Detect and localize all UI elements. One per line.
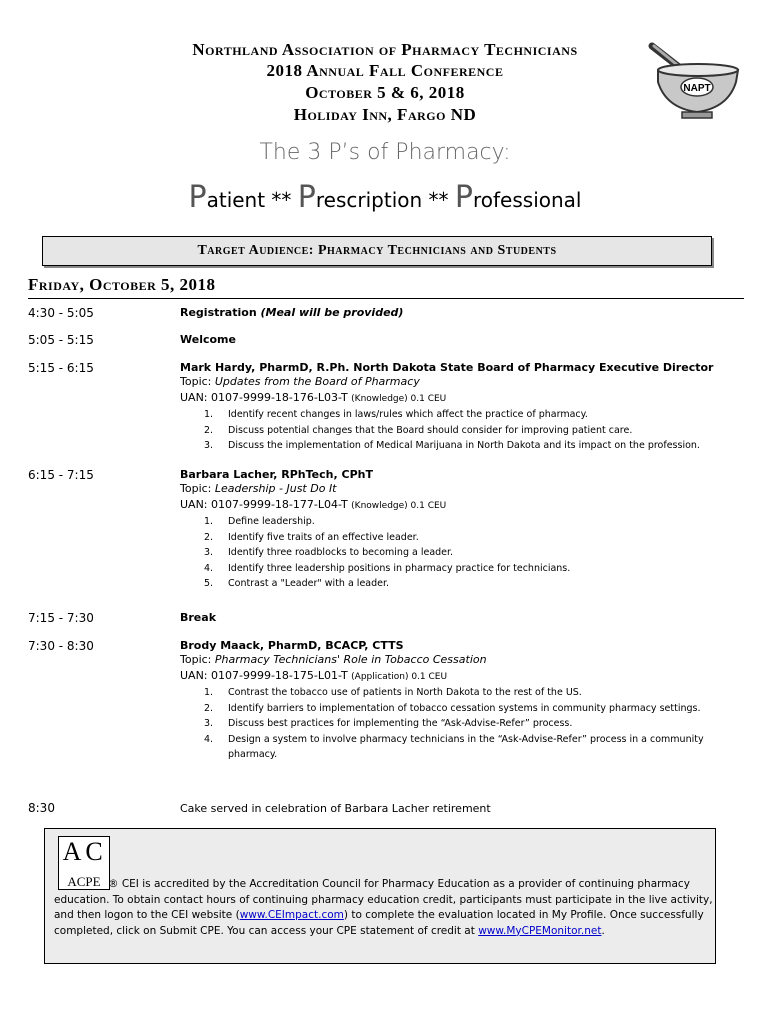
ce-text-part1: CEI is accredited by the Accreditation Council for Pharmacy Education as a provider of continuing pharmacy education. To obtain contact hours of continuing pharmacy education credit, participants must participate in the live activity, and then logon to the CEI website ( — [54, 878, 713, 922]
topic-text: Pharmacy Technicians' Role in Tobacco Cessation — [214, 653, 487, 666]
theme-p2: P — [297, 180, 316, 215]
svg-text:A: A — [62, 837, 82, 866]
acpe-logo-text: ACPE — [67, 874, 101, 889]
list-item: 4. Identify three leadership positions in pharmacy practice for technicians. — [204, 562, 571, 574]
uan-number: UAN: 0107-9999-18-176-L03-T — [180, 391, 352, 404]
schedule-time: 6:15 - 7:15 — [28, 468, 94, 482]
list-item: 5. Contrast a "Leader" with a leader. — [204, 578, 390, 589]
schedule-time: 5:15 - 6:15 — [28, 361, 94, 375]
ceimpact-link[interactable]: www.CEImpact.com — [239, 909, 344, 922]
topic-label: Topic: — [180, 482, 215, 495]
session-topic — [180, 374, 740, 390]
topic-text: Leadership - Just Do It — [214, 482, 337, 495]
schedule-entry — [180, 639, 740, 763]
target-audience-text: Target Audience: Pharmacy Technicians and Students — [197, 243, 557, 258]
session-title: Welcome — [180, 333, 236, 346]
topic-label: Topic: — [180, 375, 215, 388]
theme-p3: P — [454, 180, 473, 215]
session-title: Break — [180, 611, 217, 624]
logo-text: NAPT — [683, 83, 711, 94]
schedule-time: 8:30 — [28, 801, 55, 815]
schedule-entry — [180, 611, 740, 624]
list-item: 2. Identify five traits of an effective leader. — [204, 531, 419, 543]
ce-text-part3: . — [601, 924, 605, 937]
registered-mark: ® — [108, 878, 119, 890]
list-item: 2. Discuss potential changes that the Board should consider for improving patient care. — [204, 424, 633, 436]
org-name: Northland Association of Pharmacy Technicians — [192, 40, 578, 59]
target-audience-box — [42, 236, 712, 266]
uan-number: UAN: 0107-9999-18-177-L04-T — [180, 498, 352, 511]
schedule-entry — [180, 306, 740, 319]
schedule-entry — [180, 361, 740, 454]
schedule-time: 7:15 - 7:30 — [28, 611, 94, 625]
schedule-time: 5:05 - 5:15 — [28, 333, 94, 347]
speaker-name: Mark Hardy, PharmD, R.Ph. North Dakota State Board of Pharmacy Executive Director — [180, 361, 714, 374]
uan-credit: (Application) 0.1 CEU — [351, 672, 448, 682]
theme-w1: atient ** — [206, 188, 298, 212]
list-item: 1. Define leadership. — [204, 516, 315, 527]
conference-venue: Holiday Inn, Fargo ND — [293, 105, 477, 124]
list-item: 1. Contrast the tobacco use of patients in North Dakota to the rest of the US. — [204, 687, 582, 698]
conference-dates: October 5 & 6, 2018 — [305, 83, 465, 102]
topic-text: Updates from the Board of Pharmacy — [214, 375, 420, 388]
conference-name: 2018 Annual Fall Conference — [266, 61, 504, 80]
session-topic — [180, 481, 740, 497]
objectives-list — [180, 407, 740, 454]
uan-number: UAN: 0107-9999-18-175-L01-T — [180, 669, 352, 682]
theme-w3: rofessional — [473, 188, 582, 212]
session-title-text: Registration — [180, 306, 261, 319]
napt-logo-icon — [648, 40, 746, 122]
schedule-entry — [180, 468, 740, 592]
speaker-name: Barbara Lacher, RPhTech, CPhT — [180, 468, 373, 481]
session-uan — [180, 497, 740, 514]
session-note: Cake served in celebration of Barbara Lacher retirement — [180, 802, 491, 815]
theme-subtitle — [0, 180, 770, 215]
list-item: 4. Design a system to involve pharmacy technicians in the “Ask-Advise-Refer” process in a community pharmacy. — [204, 733, 704, 760]
schedule-entry — [180, 333, 740, 346]
list-item: 3. Discuss the implementation of Medical Marijuana in North Dakota and its impact on the profession. — [204, 440, 700, 451]
session-title-note: (Meal will be provided) — [260, 306, 404, 319]
speaker-name: Brody Maack, PharmD, BCACP, CTTS — [180, 639, 404, 652]
mycpemonitor-link[interactable]: www.MyCPEMonitor.net — [478, 924, 602, 937]
session-uan — [180, 390, 740, 407]
objectives-list — [180, 685, 740, 763]
uan-credit: (Knowledge) 0.1 CEU — [351, 501, 447, 511]
ce-text-part2: ) to complete the evaluation located in My Profile. Once successfully completed, click on Submit CPE. You can access your CPE statement of credit at — [54, 909, 704, 937]
session-uan — [180, 668, 740, 685]
ce-text — [54, 877, 714, 939]
schedule-time: 4:30 - 5:05 — [28, 306, 94, 320]
uan-credit: (Knowledge) 0.1 CEU — [351, 394, 447, 404]
theme-title: The 3 P’s of Pharmacy: — [259, 140, 511, 165]
session-title — [180, 306, 740, 319]
list-item: 3. Discuss best practices for implementing the “Ask-Advise-Refer” process. — [204, 718, 573, 729]
objectives-list — [180, 514, 740, 592]
theme-w2: rescription ** — [315, 188, 455, 212]
list-item: 3. Identify three roadblocks to becoming a leader. — [204, 547, 454, 558]
list-item: 1. Identify recent changes in laws/rules which affect the practice of pharmacy. — [204, 409, 588, 420]
schedule-entry — [180, 801, 740, 817]
theme-p1: P — [188, 180, 207, 215]
svg-text:C: C — [85, 837, 103, 866]
topic-label: Topic: — [180, 653, 215, 666]
session-topic — [180, 652, 740, 668]
day-divider — [28, 298, 744, 299]
list-item: 2. Identify barriers to implementation of tobacco cessation systems in community pharmacy settings. — [204, 702, 701, 714]
day-heading: Friday, October 5, 2018 — [28, 275, 216, 294]
schedule-time: 7:30 - 8:30 — [28, 639, 94, 653]
